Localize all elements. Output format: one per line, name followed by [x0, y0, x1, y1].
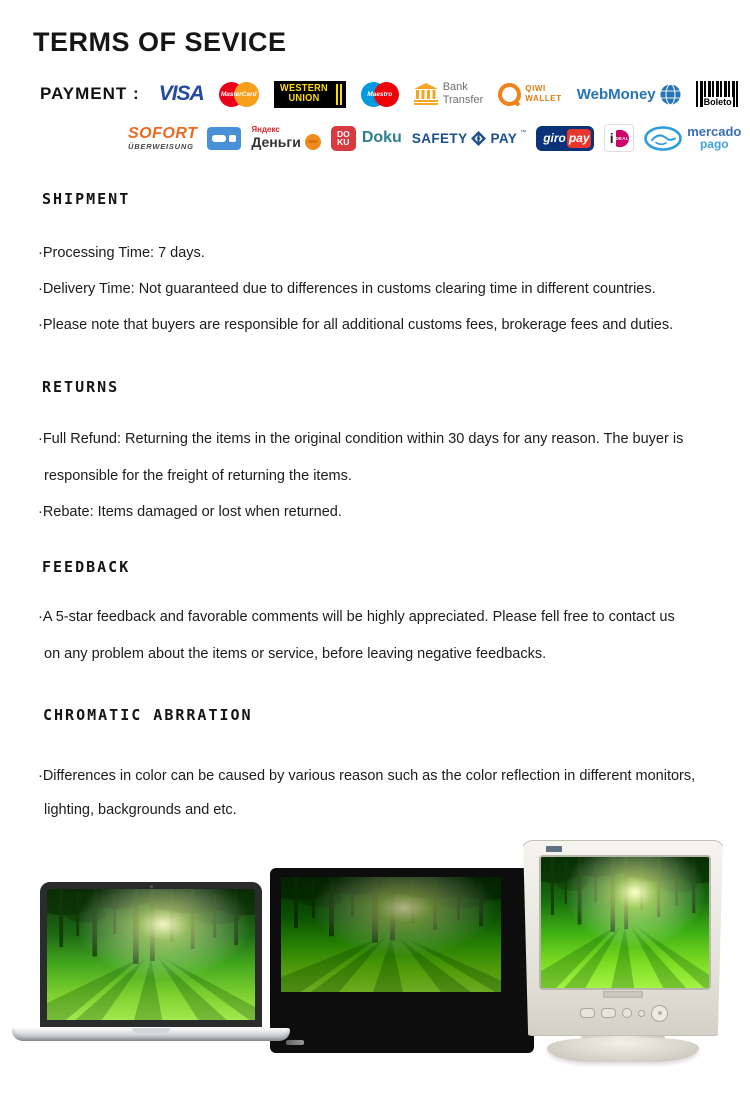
crt-button-pill-2: [601, 1008, 616, 1018]
forest-wallpaper-crt: [541, 857, 709, 988]
qiwi-line1: QIWI: [525, 84, 546, 94]
laptop-base: [12, 1028, 290, 1041]
doku-logo-icon: [331, 126, 402, 151]
yandex-money-logo-icon: [251, 126, 320, 149]
laptop-camera-dot: [150, 885, 153, 888]
returns-line-2: responsible for the freight of returning the items.: [44, 468, 352, 484]
crt-screen: [539, 855, 711, 990]
page-title: TERMS OF SEVICE: [33, 27, 287, 57]
giropay-pay-text: pay: [568, 131, 590, 145]
returns-line-1: ·Full Refund: Returning the items in the original condition within 30 days for any reason. The buyer is: [38, 431, 684, 447]
monitor-comparison-images: [0, 835, 750, 1096]
giropay-logo-icon: [536, 126, 594, 151]
webmoney-globe-icon: [660, 84, 681, 105]
yandex-line1: Яндекс: [251, 125, 280, 135]
yandex-line2: Деньги: [251, 134, 301, 151]
mastercard-text: MasterCard: [220, 90, 257, 98]
western-union-line2: UNION: [288, 93, 320, 104]
ideal-i-text: i: [609, 130, 614, 146]
credit-card-icon: [207, 127, 241, 150]
doku-text: Doku: [361, 129, 402, 146]
safetypay-trademark: ™: [520, 129, 527, 136]
qiwi-wallet-logo-icon: [498, 83, 561, 106]
western-union-line1: WESTERN: [279, 82, 328, 94]
crt-power-button: [651, 1005, 668, 1022]
giropay-pay-box: [567, 129, 591, 148]
ideal-deal-text: DEAL: [615, 135, 629, 141]
crt-monitor-image: [521, 840, 725, 1036]
safetypay-diamond-icon: [470, 130, 487, 147]
boleto-text: Boleto: [703, 97, 732, 107]
returns-line-3: ·Rebate: Items damaged or lost when returned.: [38, 504, 342, 520]
crt-control-buttons: [580, 1005, 700, 1021]
safetypay-word1: SAFETY: [411, 130, 468, 146]
shipment-line-2: ·Delivery Time: Not guaranteed due to differences in customs clearing time in different countries.: [38, 281, 656, 297]
sofort-line1: SOFORT: [128, 124, 198, 142]
doku-box-icon: [331, 126, 356, 151]
tv-screen: [281, 877, 501, 992]
crt-stand-base: [547, 1038, 699, 1062]
mercado-pago-handshake-icon: [644, 126, 682, 151]
giropay-giro-text: giro: [543, 131, 566, 145]
payment-row-1: [40, 78, 740, 110]
chromatic-abrration-heading: CHROMATIC ABRRATION: [43, 706, 253, 724]
boleto-logo-icon: [696, 81, 740, 107]
ideal-d-icon: [616, 130, 629, 147]
feedback-line-1: ·A 5-star feedback and favorable comments will be highly appreciated. Please fell free to contact us: [38, 609, 675, 625]
qiwi-q-icon: [498, 83, 521, 106]
chromatic-line-1: ·Differences in color can be caused by various reason such as the color reflection in different monitors,: [38, 768, 696, 784]
maestro-logo-icon: [361, 82, 399, 107]
shipment-heading: SHIPMENT: [42, 190, 131, 208]
payment-row-2: [128, 122, 741, 154]
bank-transfer-logo-icon: [414, 81, 484, 106]
laptop-notch: [132, 1028, 170, 1033]
mercado-pago-logo-icon: [644, 125, 741, 151]
shipment-line-1: ·Processing Time: 7 days.: [38, 245, 205, 261]
tv-image: [270, 868, 534, 1053]
webmoney-text: WebMoney: [576, 85, 656, 103]
crt-button-small: [638, 1010, 645, 1017]
feedback-heading: FEEDBACK: [42, 558, 131, 576]
forest-wallpaper-tv: [281, 877, 501, 992]
shipment-line-3: ·Please note that buyers are responsible for all additional customs fees, brokerage fees and duties.: [38, 317, 674, 333]
ideal-logo-icon: [604, 124, 634, 152]
crt-sticker: [546, 846, 562, 852]
laptop-image: [12, 880, 290, 1043]
forest-wallpaper-laptop: [47, 889, 255, 1020]
qiwi-line2: WALLET: [525, 94, 562, 103]
chromatic-line-2: lighting, backgrounds and etc.: [44, 802, 237, 818]
safetypay-logo-icon: [412, 130, 526, 147]
webmoney-logo-icon: [577, 84, 681, 105]
sofort-line2: ÜBERWEISUNG: [128, 141, 194, 151]
returns-heading: RETURNS: [42, 378, 120, 396]
mercado-pago-line2: pago: [699, 137, 729, 152]
western-union-logo-icon: [274, 81, 346, 108]
sofort-logo-icon: [128, 126, 197, 151]
payment-label: PAYMENT :: [40, 84, 140, 103]
laptop-screen: [40, 882, 262, 1027]
maestro-text: Maestro: [367, 90, 393, 98]
mastercard-logo-icon: [219, 82, 259, 107]
visa-logo-icon: VISA: [158, 82, 204, 105]
bank-icon: [414, 83, 438, 105]
mercado-pago-line1: mercado: [687, 124, 742, 140]
doku-box-line2: KU: [337, 137, 350, 147]
crt-button-pill-1: [580, 1008, 595, 1018]
crt-button-round: [622, 1008, 632, 1018]
bank-transfer-line2: Transfer: [442, 94, 484, 106]
bank-transfer-line1: Bank: [442, 81, 468, 94]
doku-box-line1: DO: [336, 128, 350, 139]
yandex-purse-icon: [305, 134, 321, 150]
safetypay-word2: PAY: [490, 130, 518, 146]
crt-brand-plate: [603, 991, 643, 998]
feedback-line-2: on any problem about the items or service, before leaving negative feedbacks.: [44, 646, 547, 662]
